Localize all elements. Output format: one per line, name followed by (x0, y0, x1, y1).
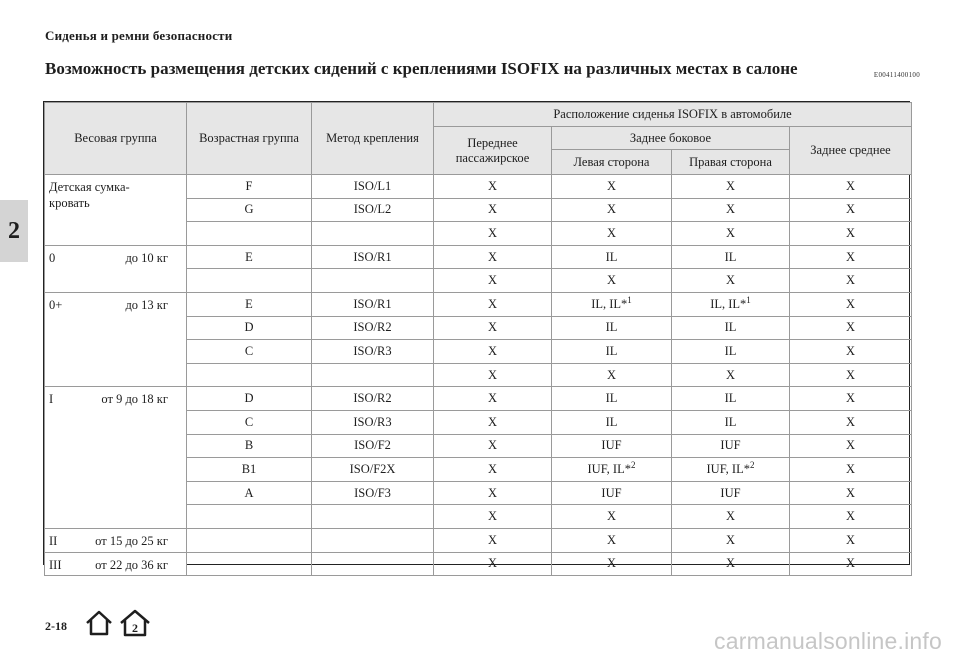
page-number: 2-18 (45, 619, 67, 633)
age-group-cell-value: A (244, 485, 254, 500)
rear-left-cell (552, 222, 672, 246)
rear-right-cell (672, 292, 790, 316)
fixing-method-cell (312, 198, 434, 222)
rear-right-cell-value: IL (724, 391, 737, 406)
fixing-method-cell (312, 410, 434, 434)
front-passenger-cell-value: X (487, 391, 498, 406)
fixing-method-cell (312, 175, 434, 199)
rear-left-cell (552, 175, 672, 199)
weight-group-range: до 13 кг (125, 297, 168, 312)
fixing-method-cell-value: ISO/F2X (349, 461, 396, 476)
rear-right-cell-value: IUF (720, 485, 741, 500)
weight-group-cell (45, 292, 187, 386)
header-rear-outboard: Заднее боковое (552, 127, 790, 150)
fixing-method-cell (312, 528, 434, 552)
front-passenger-cell (434, 410, 552, 434)
header-rear-center: Заднее среднее (790, 127, 912, 175)
front-passenger-cell-value: X (487, 438, 498, 453)
rear-right-cell (672, 340, 790, 364)
rear-right-cell-value: X (725, 202, 736, 217)
front-passenger-cell (434, 292, 552, 316)
age-group-cell-value: E (245, 296, 253, 311)
toc-icon-label: 2 (132, 621, 138, 635)
rear-right-cell-value: IL (724, 414, 737, 429)
age-group-cell-value: D (244, 320, 254, 335)
rear-right-cell-value: X (725, 367, 736, 382)
rear-left-cell (552, 552, 672, 576)
front-passenger-cell-value: X (487, 367, 498, 382)
age-group-cell-value: C (244, 414, 254, 429)
table-row (45, 175, 912, 199)
rear-left-cell-value: IL (605, 391, 618, 406)
header-front-passenger: Переднее пассажирское (434, 127, 552, 175)
rear-left-cell-value: IL (605, 414, 618, 429)
age-group-cell-value: E (245, 249, 253, 264)
age-group-cell (187, 410, 312, 434)
weight-group-name: Детская сумка-кровать (49, 180, 130, 210)
section-title: Сиденья и ремни безопасности (45, 28, 233, 43)
rear-right-cell-value: IUF, IL* (706, 461, 750, 476)
rear-center-cell-value: X (845, 556, 856, 571)
table-row (45, 292, 912, 316)
rear-left-cell (552, 340, 672, 364)
age-group-cell (187, 340, 312, 364)
front-passenger-cell (434, 269, 552, 293)
fixing-method-cell-value: ISO/L1 (353, 178, 392, 193)
rear-right-cell-value: X (725, 273, 736, 288)
rear-right-cell (672, 222, 790, 246)
rear-right-cell (672, 316, 790, 340)
front-passenger-cell (434, 175, 552, 199)
rear-center-cell (790, 552, 912, 576)
page-heading: Возможность размещения детских сидений с креплениями ISOFIX на различных местах в салоне (45, 59, 798, 78)
age-group-cell (187, 363, 312, 387)
age-group-cell (187, 198, 312, 222)
fixing-method-cell-value: ISO/R2 (353, 391, 392, 406)
header-seat-location: Расположение сиденья ISOFIX в автомобиле (434, 103, 912, 127)
rear-right-cell (672, 434, 790, 458)
age-group-cell (187, 316, 312, 340)
rear-right-cell (672, 269, 790, 293)
weight-group-cell (45, 387, 187, 529)
header-age-group: Возрастная группа (187, 103, 312, 175)
rear-left-cell (552, 528, 672, 552)
rear-right-cell (672, 245, 790, 269)
rear-left-cell-value: IL (605, 320, 618, 335)
rear-right-cell-value: X (725, 509, 736, 524)
rear-center-cell (790, 175, 912, 199)
fixing-method-cell (312, 387, 434, 411)
rear-left-cell-value: IL (605, 343, 618, 358)
front-passenger-cell-value: X (487, 414, 498, 429)
weight-group-range: до 10 кг (125, 250, 168, 265)
fixing-method-cell-value: ISO/F2 (354, 438, 391, 453)
rear-right-cell-value: X (725, 556, 736, 571)
age-group-cell (187, 434, 312, 458)
rear-center-cell (790, 505, 912, 529)
front-passenger-cell (434, 528, 552, 552)
fixing-method-cell-value: ISO/R1 (353, 249, 392, 264)
front-passenger-cell-value: X (487, 225, 498, 240)
front-passenger-cell-value: X (487, 320, 498, 335)
fixing-method-cell (312, 245, 434, 269)
front-passenger-cell (434, 340, 552, 364)
age-group-cell (187, 292, 312, 316)
rear-right-cell (672, 175, 790, 199)
rear-left-cell (552, 434, 672, 458)
rear-center-cell-value: X (845, 532, 856, 547)
age-group-cell-value: D (244, 391, 254, 406)
front-passenger-cell-value: X (487, 485, 498, 500)
rear-right-cell (672, 363, 790, 387)
front-passenger-cell (434, 198, 552, 222)
rear-center-cell (790, 434, 912, 458)
rear-left-cell-value: X (606, 509, 617, 524)
footnote-marker: 1 (746, 294, 751, 305)
document-code: E00411400100 (873, 71, 920, 79)
age-group-cell-value: B1 (241, 461, 257, 476)
fixing-method-cell-value: ISO/R3 (353, 343, 392, 358)
fixing-method-cell (312, 222, 434, 246)
front-passenger-cell-value: X (487, 532, 498, 547)
fixing-method-cell (312, 316, 434, 340)
weight-group-name: 0+ (49, 297, 63, 312)
rear-right-cell-value: IL (724, 343, 737, 358)
rear-right-cell-value: IL, IL* (710, 296, 747, 311)
age-group-cell (187, 222, 312, 246)
rear-center-cell-value: X (845, 461, 856, 476)
rear-left-cell-value: IUF (601, 438, 622, 453)
front-passenger-cell (434, 552, 552, 576)
age-group-cell-value: C (244, 343, 254, 358)
age-group-cell (187, 505, 312, 529)
front-passenger-cell-value: X (487, 202, 498, 217)
rear-left-cell-value: X (606, 178, 617, 193)
weight-group-range: от 15 до 25 кг (95, 533, 168, 548)
rear-right-cell-value: X (725, 532, 736, 547)
table-body (45, 175, 912, 576)
age-group-cell (187, 269, 312, 293)
header-right-side: Правая сторона (672, 150, 790, 175)
rear-center-cell-value: X (845, 391, 856, 406)
rear-right-cell-value: X (725, 178, 736, 193)
weight-group-cell (45, 175, 187, 246)
rear-center-cell (790, 316, 912, 340)
age-group-cell-value: F (245, 178, 253, 193)
header-fixing-method: Метод крепления (312, 103, 434, 175)
weight-group-cell (45, 528, 187, 552)
toc-icon[interactable] (118, 608, 152, 638)
weight-group-cell (45, 245, 187, 292)
rear-right-cell-value: X (725, 225, 736, 240)
rear-left-cell (552, 458, 672, 482)
rear-left-cell (552, 269, 672, 293)
rear-right-cell (672, 387, 790, 411)
age-group-cell (187, 528, 312, 552)
front-passenger-cell (434, 481, 552, 505)
rear-right-cell (672, 458, 790, 482)
table-row (45, 528, 912, 552)
front-passenger-cell-value: X (487, 273, 498, 288)
rear-center-cell-value: X (845, 509, 856, 524)
chapter-tab[interactable]: 2 (0, 200, 28, 262)
rear-left-cell (552, 292, 672, 316)
watermark: carmanualsonline.info (714, 628, 942, 654)
header-left-side: Левая сторона (552, 150, 672, 175)
rear-right-cell (672, 505, 790, 529)
weight-group-range: от 22 до 36 кг (95, 557, 168, 572)
rear-right-cell (672, 528, 790, 552)
table-row (45, 387, 912, 411)
rear-left-cell-value: IUF, IL* (587, 461, 631, 476)
front-passenger-cell (434, 222, 552, 246)
fixing-method-cell (312, 269, 434, 293)
rear-left-cell-value: IL, IL* (591, 296, 628, 311)
table-row (45, 245, 912, 269)
age-group-cell (187, 481, 312, 505)
age-group-cell-value: G (244, 202, 254, 217)
front-passenger-cell-value: X (487, 249, 498, 264)
rear-left-cell (552, 410, 672, 434)
age-group-cell (187, 175, 312, 199)
fixing-method-cell (312, 458, 434, 482)
rear-center-cell (790, 458, 912, 482)
rear-center-cell (790, 528, 912, 552)
fixing-method-cell (312, 505, 434, 529)
footnote-marker: 1 (627, 294, 632, 305)
front-passenger-cell-value: X (487, 461, 498, 476)
rear-left-cell (552, 505, 672, 529)
rear-center-cell-value: X (845, 320, 856, 335)
rear-center-cell (790, 269, 912, 293)
age-group-cell (187, 245, 312, 269)
front-passenger-cell (434, 458, 552, 482)
rear-right-cell (672, 410, 790, 434)
rear-right-cell-value: IL (724, 249, 737, 264)
rear-left-cell (552, 245, 672, 269)
rear-left-cell-value: X (606, 367, 617, 382)
front-passenger-cell-value: X (487, 343, 498, 358)
rear-center-cell-value: X (845, 296, 856, 311)
home-icon[interactable] (84, 608, 114, 638)
rear-left-cell-value: X (606, 273, 617, 288)
rear-left-cell (552, 198, 672, 222)
age-group-cell (187, 458, 312, 482)
weight-group-name: 0 (49, 250, 56, 265)
rear-right-cell (672, 552, 790, 576)
rear-center-cell-value: X (845, 367, 856, 382)
rear-left-cell-value: X (606, 556, 617, 571)
front-passenger-cell-value: X (487, 509, 498, 524)
rear-right-cell (672, 481, 790, 505)
front-passenger-cell-value: X (487, 296, 498, 311)
rear-center-cell (790, 245, 912, 269)
isofix-table (44, 102, 912, 576)
front-passenger-cell (434, 434, 552, 458)
table-row (45, 552, 912, 576)
rear-left-cell (552, 363, 672, 387)
front-passenger-cell-value: X (487, 556, 498, 571)
age-group-cell (187, 387, 312, 411)
fixing-method-cell-value: ISO/R3 (353, 414, 392, 429)
fixing-method-cell (312, 292, 434, 316)
rear-center-cell-value: X (845, 414, 856, 429)
fixing-method-cell (312, 552, 434, 576)
footnote-marker: 2 (749, 459, 755, 470)
rear-center-cell (790, 198, 912, 222)
navigation-icons (84, 608, 152, 638)
rear-right-cell-value: IUF (720, 438, 741, 453)
front-passenger-cell-value: X (487, 178, 498, 193)
weight-group-name: II (49, 533, 58, 548)
rear-center-cell (790, 363, 912, 387)
rear-left-cell (552, 481, 672, 505)
rear-center-cell-value: X (845, 485, 856, 500)
fixing-method-cell-value: ISO/R1 (353, 296, 392, 311)
header-weight-group: Весовая группа (45, 103, 187, 175)
front-passenger-cell (434, 387, 552, 411)
rear-left-cell-value: X (606, 202, 617, 217)
rear-center-cell (790, 410, 912, 434)
rear-center-cell-value: X (845, 225, 856, 240)
rear-center-cell-value: X (845, 438, 856, 453)
age-group-cell-value: B (244, 438, 254, 453)
fixing-method-cell (312, 363, 434, 387)
fixing-method-cell (312, 434, 434, 458)
rear-right-cell-value: IL (724, 320, 737, 335)
rear-center-cell-value: X (845, 178, 856, 193)
front-passenger-cell (434, 505, 552, 529)
rear-center-cell (790, 292, 912, 316)
fixing-method-cell (312, 340, 434, 364)
age-group-cell (187, 552, 312, 576)
fixing-method-cell-value: ISO/F3 (354, 485, 391, 500)
front-passenger-cell (434, 363, 552, 387)
rear-center-cell (790, 222, 912, 246)
rear-center-cell (790, 340, 912, 364)
rear-left-cell (552, 387, 672, 411)
rear-left-cell (552, 316, 672, 340)
rear-center-cell-value: X (845, 343, 856, 358)
rear-center-cell (790, 387, 912, 411)
weight-group-name: I (49, 392, 54, 407)
fixing-method-cell (312, 481, 434, 505)
rear-center-cell-value: X (845, 249, 856, 264)
front-passenger-cell (434, 245, 552, 269)
front-passenger-cell (434, 316, 552, 340)
rear-right-cell (672, 198, 790, 222)
rear-left-cell-value: IUF (601, 485, 622, 500)
weight-group-cell (45, 552, 187, 576)
weight-group-name: III (49, 557, 62, 572)
rear-left-cell-value: IL (605, 249, 618, 264)
footnote-marker: 2 (630, 459, 636, 470)
rear-center-cell-value: X (845, 202, 856, 217)
rear-left-cell-value: X (606, 532, 617, 547)
rear-left-cell-value: X (606, 225, 617, 240)
fixing-method-cell-value: ISO/L2 (353, 202, 392, 217)
isofix-table-frame (43, 101, 910, 572)
rear-center-cell-value: X (845, 273, 856, 288)
rear-center-cell (790, 481, 912, 505)
weight-group-range: от 9 до 18 кг (101, 392, 168, 407)
fixing-method-cell-value: ISO/R2 (353, 320, 392, 335)
